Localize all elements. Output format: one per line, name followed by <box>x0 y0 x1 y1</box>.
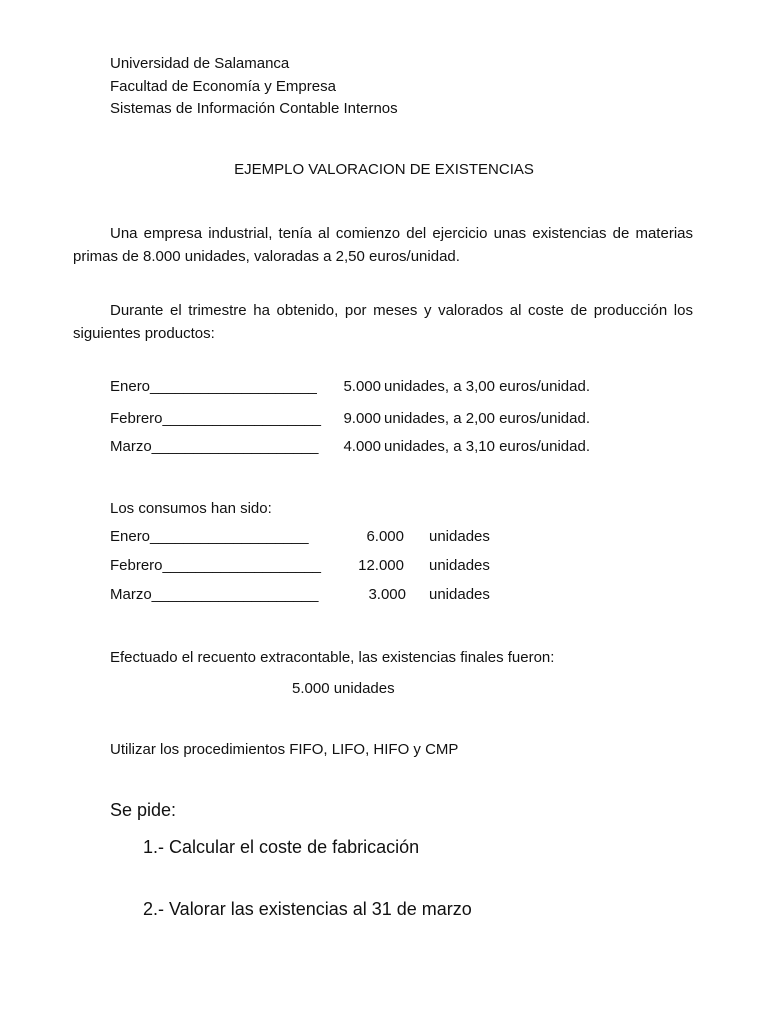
request-item: 2.- Valorar las existencias al 31 de marzo <box>143 899 472 919</box>
consumption-qty: 6.000 <box>366 528 404 545</box>
consumption-heading: Los consumos han sido: <box>110 500 272 517</box>
production-month: Marzo____________________ <box>110 438 319 455</box>
consumption-unit: unidades <box>429 528 490 545</box>
request-item: 1.- Calcular el coste de fabricación <box>143 837 420 857</box>
production-month: Enero____________________ <box>110 378 317 395</box>
final-count-value: 5.000 unidades <box>292 680 395 697</box>
consumption-unit: unidades <box>429 586 490 603</box>
header-course: Sistemas de Información Contable Internos <box>110 100 398 117</box>
consumption-qty: 3.000 <box>368 586 406 603</box>
document-title: EJEMPLO VALORACION DE EXISTENCIAS <box>234 161 534 178</box>
production-month: Febrero___________________ <box>110 410 322 427</box>
consumption-month: Marzo____________________ <box>110 586 319 603</box>
consumption-unit: unidades <box>429 557 490 574</box>
production-qty: 5.000 <box>343 378 381 395</box>
consumption-qty: 12.000 <box>358 557 404 574</box>
methods-text: Utilizar los procedimientos FIFO, LIFO, HIFO y CMP <box>110 741 459 758</box>
header-faculty: Facultad de Economía y Empresa <box>110 78 336 95</box>
production-unit: unidades, a 3,00 euros/unidad. <box>384 378 590 395</box>
production-qty: 9.000 <box>343 410 381 427</box>
production-unit: unidades, a 2,00 euros/unidad. <box>384 410 590 427</box>
production-unit: unidades, a 3,10 euros/unidad. <box>384 438 590 455</box>
production-qty: 4.000 <box>343 438 381 455</box>
final-count-text: Efectuado el recuento extracontable, las existencias finales fueron: <box>110 649 555 666</box>
paragraph-production: Durante el trimestre ha obtenido, por meses y valorados al coste de producción los siguientes productos: <box>73 302 693 342</box>
paragraph-initial-stock: Una empresa industrial, tenía al comienzo del ejercicio unas existencias de materias primas de 8.000 unidades, valoradas a 2,50 euros/unidad. <box>73 225 693 265</box>
consumption-month: Febrero___________________ <box>110 557 322 574</box>
consumption-month: Enero___________________ <box>110 528 309 545</box>
request-heading: Se pide: <box>110 800 177 820</box>
header-university: Universidad de Salamanca <box>110 55 290 72</box>
